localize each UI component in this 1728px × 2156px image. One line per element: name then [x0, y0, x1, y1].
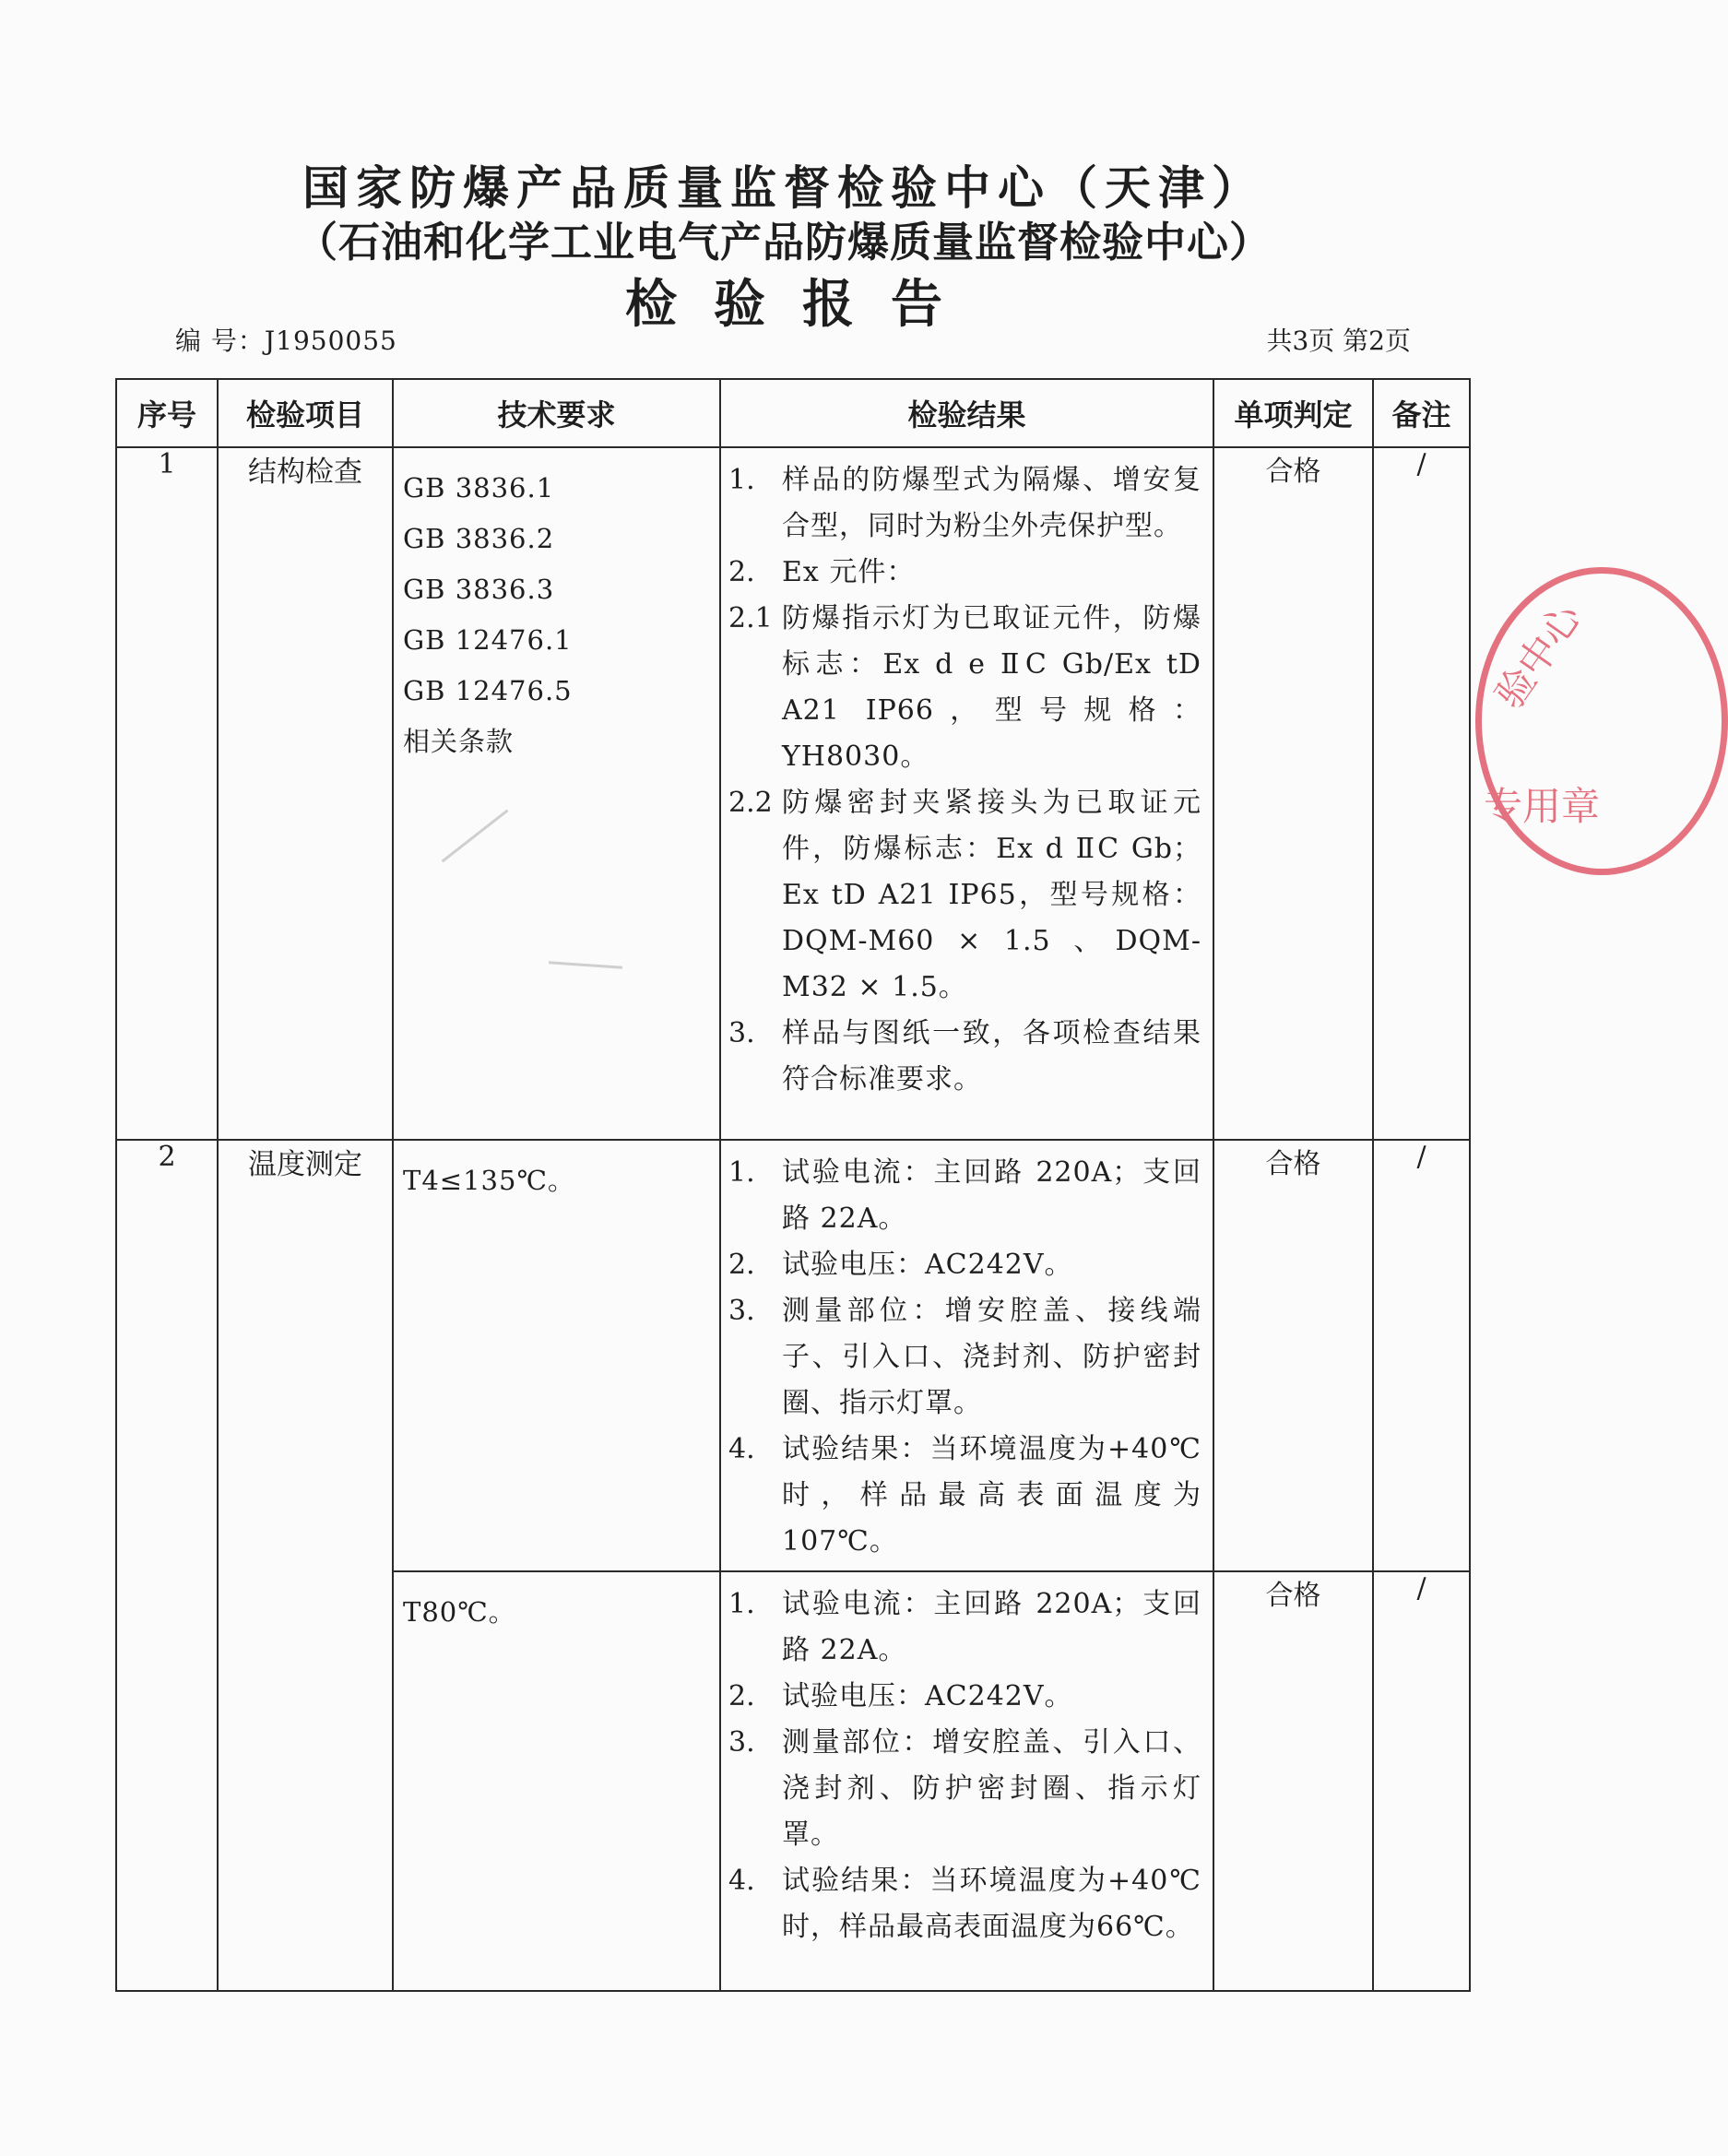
result-number: 1. — [728, 1588, 755, 1620]
requirement-line: GB 3836.1 — [403, 472, 555, 503]
verdict-cell: 合格 — [1213, 1571, 1373, 1991]
result-number: 2. — [728, 556, 755, 588]
row-index: 2 — [116, 1140, 218, 1991]
result-item — [728, 1288, 1201, 1427]
result-number: 2.2 — [728, 787, 773, 819]
table-row — [116, 447, 1470, 1140]
result-item — [728, 1427, 1201, 1565]
row-item: 结构检查 — [218, 447, 393, 1140]
result-text: Ex 元件： — [782, 556, 916, 588]
result-number: 3. — [728, 1295, 755, 1327]
result-number: 4. — [728, 1865, 755, 1897]
report-title-line3: 检验报告 — [625, 274, 979, 335]
header-remark: 备注 — [1373, 379, 1470, 447]
requirement-line: GB 12476.1 — [403, 624, 573, 656]
table-header-row — [116, 379, 1470, 447]
header-item: 检验项目 — [218, 379, 393, 447]
result-text: 样品的防爆型式为隔爆、增安复合型，同时为粉尘外壳保护型。 — [782, 464, 1201, 542]
result-cell — [720, 1140, 1213, 1571]
row-item: 温度测定 — [218, 1140, 393, 1991]
requirement-line: 相关条款 — [403, 726, 515, 757]
requirement-cell — [393, 447, 720, 1140]
result-item — [728, 1581, 1201, 1674]
result-number: 4. — [728, 1433, 755, 1465]
header-result: 检验结果 — [720, 379, 1213, 447]
stamp-text-top: 验中心 — [1485, 595, 1591, 717]
result-item — [728, 550, 1201, 596]
result-text: 测量部位：增安腔盖、接线端子、引入口、浇封剂、防护密封圈、指示灯罩。 — [782, 1295, 1201, 1419]
result-number: 2. — [728, 1249, 755, 1281]
result-item — [728, 457, 1201, 550]
verdict-cell: 合格 — [1213, 1140, 1373, 1571]
result-item — [728, 1150, 1201, 1242]
result-text: 防爆指示灯为已取证元件，防爆标志：Ex d e ⅡC Gb/Ex tD A21 IP66，型号规格：YH8030。 — [782, 602, 1201, 773]
requirement-cell — [393, 1571, 720, 1991]
result-item — [728, 1858, 1201, 1950]
result-cell — [720, 1571, 1213, 1991]
inspection-table — [115, 378, 1471, 1992]
result-item — [728, 1720, 1201, 1858]
result-text: 试验电压：AC242V。 — [782, 1249, 1073, 1281]
official-seal-stamp — [1475, 567, 1728, 875]
result-number: 3. — [728, 1726, 755, 1759]
verdict-cell: 合格 — [1213, 447, 1373, 1140]
requirement-cell — [393, 1140, 720, 1571]
result-item — [728, 1242, 1201, 1288]
result-item — [728, 1674, 1201, 1720]
result-text: 测量部位：增安腔盖、引入口、浇封剂、防护密封圈、指示灯罩。 — [782, 1726, 1201, 1851]
result-text: 防爆密封夹紧接头为已取证元件，防爆标志：Ex d ⅡC Gb；Ex tD A21 IP65，型号规格：DQM-M60 × 1.5 、DQM-M32 × 1.5。 — [782, 787, 1201, 1003]
page-info: 共3页 第2页 — [1266, 326, 1411, 356]
stamp-text-bottom: 专用章 — [1484, 784, 1601, 829]
requirement-line: GB 12476.5 — [403, 675, 573, 706]
remark-cell: / — [1373, 447, 1470, 1140]
remark-cell: / — [1373, 1571, 1470, 1991]
report-title-line1: 国家防爆产品质量监督检验中心（天津） — [302, 160, 1265, 215]
result-item — [728, 596, 1201, 780]
row-index: 1 — [116, 447, 218, 1140]
result-text: 试验结果：当环境温度为+40℃时，样品最高表面温度为66℃。 — [782, 1865, 1201, 1943]
header-verdict: 单项判定 — [1213, 379, 1373, 447]
table-row — [116, 1140, 1470, 1571]
result-number: 2.1 — [728, 602, 773, 634]
requirement-line: GB 3836.2 — [403, 523, 555, 554]
result-text: 试验电压：AC242V。 — [782, 1680, 1073, 1712]
requirement-line: GB 3836.3 — [403, 574, 555, 605]
remark-cell: / — [1373, 1140, 1470, 1571]
result-text: 试验结果：当环境温度为+40℃时，样品最高表面温度为107℃。 — [782, 1433, 1201, 1558]
header-requirement: 技术要求 — [393, 379, 720, 447]
report-number: 编 号：J1950055 — [175, 326, 397, 356]
result-number: 1. — [728, 1156, 755, 1189]
result-item — [728, 780, 1201, 1011]
result-text: 试验电流：主回路 220A；支回路 22A。 — [782, 1156, 1201, 1235]
header-index: 序号 — [116, 379, 218, 447]
result-number: 2. — [728, 1680, 755, 1712]
result-text: 样品与图纸一致，各项检查结果符合标准要求。 — [782, 1017, 1201, 1096]
result-text: 试验电流：主回路 220A；支回路 22A。 — [782, 1588, 1201, 1666]
report-title-line2: （石油和化学工业电气产品防爆质量监督检验中心） — [295, 218, 1272, 267]
requirement-line: T4≤135℃。 — [403, 1165, 575, 1196]
requirement-line: T80℃。 — [403, 1596, 516, 1628]
result-item — [728, 1011, 1201, 1103]
result-number: 3. — [728, 1017, 755, 1049]
result-cell — [720, 447, 1213, 1140]
result-number: 1. — [728, 464, 755, 496]
